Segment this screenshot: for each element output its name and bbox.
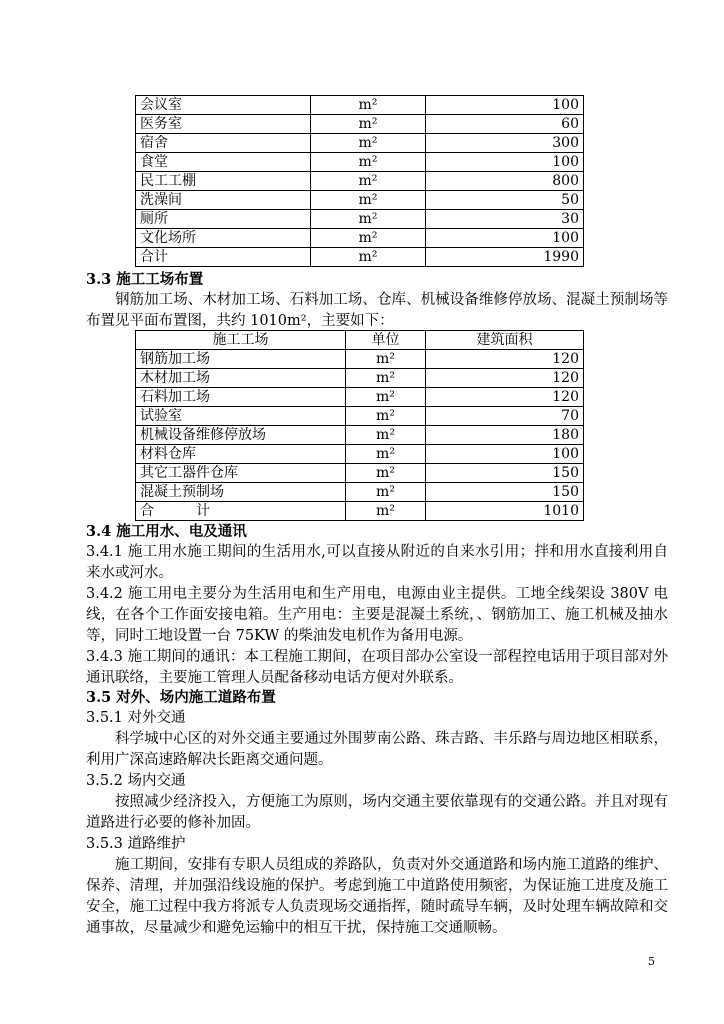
section-3-4-3: 3.4.3 施工期间的通讯：本工程施工期间，在项目部办公室设一部程控电话用于项目部对外通讯联络，主要施工管理人员配备移动电话方便对外联系。	[86, 649, 669, 686]
cell-value: 800	[426, 172, 584, 191]
cell-name: 混凝土预制场	[136, 483, 346, 502]
table-row	[136, 96, 584, 115]
table-row	[136, 153, 584, 172]
table-row	[136, 248, 584, 267]
cell-name: 试验室	[136, 407, 346, 426]
table-row	[136, 464, 584, 483]
table-row	[136, 388, 584, 407]
page-number: 5	[648, 955, 655, 968]
cell-unit: m²	[346, 350, 426, 369]
table-row	[136, 191, 584, 210]
cell-value: 180	[426, 426, 584, 445]
section-3-3-intro: 钢筋加工场、木材加工场、石料加工场、仓库、机械设备维修停放场、混凝土预制场等布置见平面布置图，共约 1010m²，主要如下：	[86, 292, 668, 329]
cell-unit: m²	[346, 483, 426, 502]
cell-name: 洗澡间	[136, 191, 311, 210]
cell-unit: m²	[311, 96, 426, 115]
cell-value: 300	[426, 134, 584, 153]
cell-unit: m²	[346, 369, 426, 388]
section-3-5-3-text: 施工期间，安排有专职人员组成的养路队，负责对外交通道路和场内施工道路的维护、保养、清理，并加强沿线设施的保护。考虑到施工中道路使用频密，为保证施工进度及施工安全，施工过程中我方将派专人负责现场交通指挥，随时疏导车辆，及时处理车辆故障和交通事故，尽量减少和避免运输中的相互干扰，保持施工交通顺畅。	[86, 857, 668, 936]
cell-unit: m²	[346, 407, 426, 426]
cell-unit: m²	[311, 172, 426, 191]
cell-unit: m²	[311, 210, 426, 229]
header-area: 建筑面积	[426, 331, 584, 350]
workshop-table-body	[136, 331, 584, 521]
cell-value: 60	[426, 115, 584, 134]
cell-name: 材料仓库	[136, 445, 346, 464]
cell-value: 100	[426, 96, 584, 115]
cell-value: 100	[426, 153, 584, 172]
cell-name: 石料加工场	[136, 388, 346, 407]
section-3-5-2-text: 按照减少经济投入，方便施工为原则，场内交通主要依靠现有的交通公路。并且对现有道路进行必要的修补加固。	[86, 794, 668, 831]
section-3-5-1-text: 科学城中心区的对外交通主要通过外围萝南公路、珠吉路、丰乐路与周边地区相联系，利用广深高速路解决长距离交通问题。	[86, 731, 668, 768]
cell-name: 民工工棚	[136, 172, 311, 191]
cell-name: 宿舍	[136, 134, 311, 153]
cell-value: 1010	[426, 502, 584, 521]
cell-name: 钢筋加工场	[136, 350, 346, 369]
table-row	[136, 369, 584, 388]
cell-unit: m²	[311, 229, 426, 248]
cell-name: 会议室	[136, 96, 311, 115]
section-3-5-3-title: 3.5.3 道路维护	[86, 836, 186, 852]
table-row	[136, 229, 584, 248]
section-3-5-heading: 3.5 对外、场内施工道路布置	[86, 689, 276, 706]
cell-name: 木材加工场	[136, 369, 346, 388]
cell-value: 1990	[426, 248, 584, 267]
cell-unit: m²	[311, 248, 426, 267]
cell-value: 120	[426, 369, 584, 388]
cell-value: 150	[426, 483, 584, 502]
cell-name: 其它工器件仓库	[136, 464, 346, 483]
cell-unit: m²	[311, 153, 426, 172]
header-name: 施工工场	[136, 331, 346, 350]
table-row	[136, 172, 584, 191]
cell-name: 厕所	[136, 210, 311, 229]
cell-name: 机械设备维修停放场	[136, 426, 346, 445]
section-3-5-1-title: 3.5.1 对外交通	[86, 710, 186, 726]
section-3-4-heading: 3.4 施工用水、电及通讯	[86, 523, 247, 540]
facilities-table-body	[136, 96, 584, 267]
cell-value: 30	[426, 210, 584, 229]
cell-value: 120	[426, 350, 584, 369]
cell-value: 120	[426, 388, 584, 407]
cell-unit: m²	[346, 502, 426, 521]
facilities-table	[135, 95, 584, 267]
table-header-row	[136, 331, 584, 350]
section-3-4-2: 3.4.2 施工用电主要分为生活用电和生产用电，电源由业主提供。工地全线架设 380V 电线，在各个工作面安接电箱。生产用电：主要是混凝土系统，、钢筋加工、施工机械及抽水等，同时工地设置一台 75KW 的柴油发电机作为备用电源。	[86, 586, 668, 644]
cell-unit: m²	[346, 388, 426, 407]
cell-unit: m²	[346, 464, 426, 483]
section-3-5-2-title: 3.5.2 场内交通	[86, 773, 186, 789]
cell-name: 医务室	[136, 115, 311, 134]
cell-name: 文化场所	[136, 229, 311, 248]
table-row	[136, 445, 584, 464]
section-3-3-heading: 3.3 施工工场布置	[86, 271, 204, 288]
cell-value: 50	[426, 191, 584, 210]
table-row	[136, 210, 584, 229]
header-unit: 单位	[346, 331, 426, 350]
cell-name: 合计	[136, 248, 311, 267]
cell-value: 100	[426, 229, 584, 248]
table-row	[136, 134, 584, 153]
table-row	[136, 115, 584, 134]
workshop-table	[135, 330, 584, 521]
table-row	[136, 407, 584, 426]
cell-name: 合计	[136, 502, 346, 521]
table-row	[136, 426, 584, 445]
table-row	[136, 502, 584, 521]
cell-unit: m²	[311, 134, 426, 153]
cell-unit: m²	[311, 115, 426, 134]
cell-value: 150	[426, 464, 584, 483]
table-row	[136, 350, 584, 369]
table-row	[136, 483, 584, 502]
cell-name: 食堂	[136, 153, 311, 172]
cell-unit: m²	[311, 191, 426, 210]
section-3-4-1: 3.4.1 施工用水施工期间的生活用水,可以直接从附近的自来水引用；拌和用水直接利用自来水或河水。	[86, 544, 668, 581]
cell-unit: m²	[346, 426, 426, 445]
cell-unit: m²	[346, 445, 426, 464]
cell-value: 70	[426, 407, 584, 426]
cell-value: 100	[426, 445, 584, 464]
